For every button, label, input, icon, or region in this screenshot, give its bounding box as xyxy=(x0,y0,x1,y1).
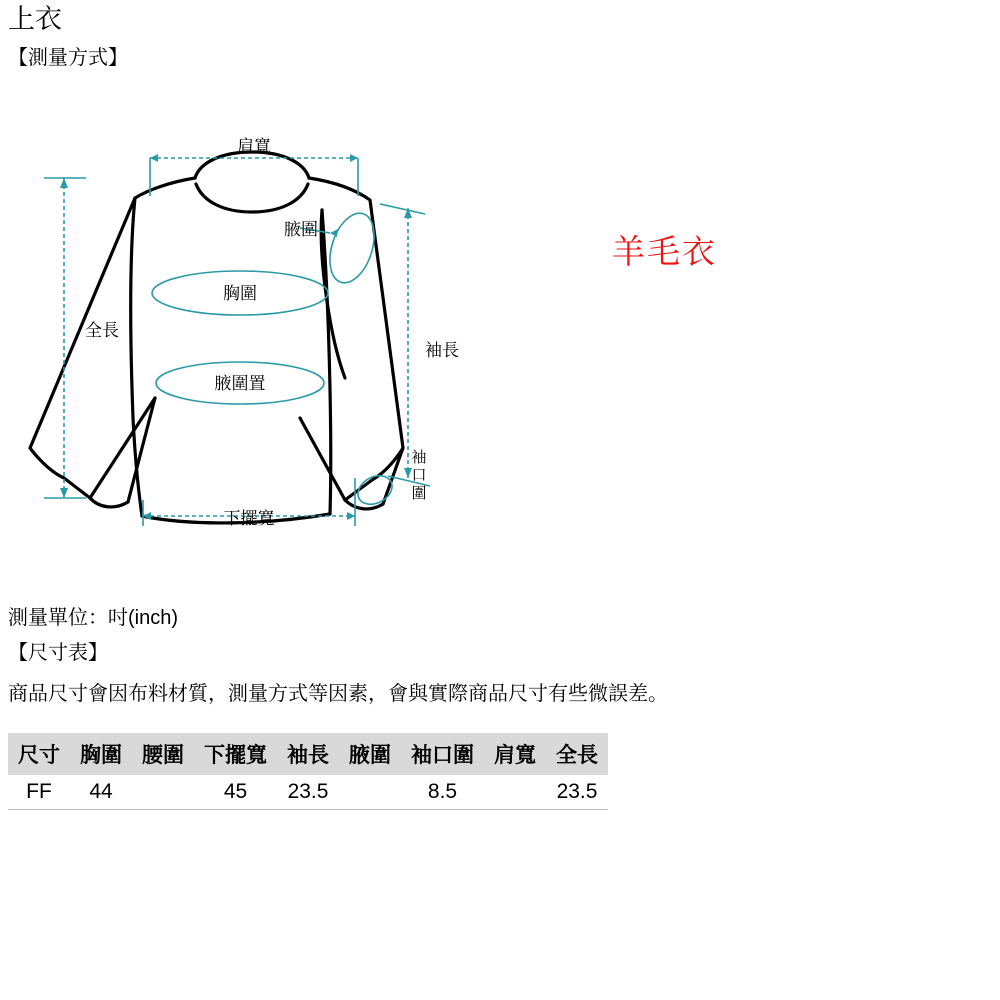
table-row xyxy=(8,775,608,810)
label-full-length: 全長 xyxy=(85,321,119,340)
cell-armhole xyxy=(339,775,401,810)
th-shoulder: 肩寬 xyxy=(484,733,546,775)
cell-cuff: 8.5 xyxy=(401,775,484,810)
th-bust: 胸圍 xyxy=(70,733,132,775)
cell-sleeve-length: 23.5 xyxy=(277,775,339,810)
garment-measurement-diagram xyxy=(0,118,560,548)
page-title: 上衣 xyxy=(8,4,62,34)
cell-hem: 45 xyxy=(194,775,277,810)
label-bust: 胸圍 xyxy=(223,284,257,303)
th-size: 尺寸 xyxy=(8,733,70,775)
label-waist: 腋圍置 xyxy=(214,374,266,393)
label-shoulder: 肩寬 xyxy=(237,137,271,156)
cell-shoulder xyxy=(484,775,546,810)
label-hem-width: 下擺寬 xyxy=(223,509,275,528)
cell-size: FF xyxy=(8,775,70,810)
label-sleeve-length: 袖長 xyxy=(425,341,459,360)
cell-full-length: 23.5 xyxy=(546,775,608,810)
th-hem: 下擺寬 xyxy=(194,733,277,775)
label-cuff-line1: 袖 xyxy=(411,449,427,466)
th-full-length: 全長 xyxy=(546,733,608,775)
brand-label: 羊毛衣 xyxy=(612,235,717,271)
label-cuff-line3: 圍 xyxy=(411,485,427,502)
measurement-method-heading: 【測量方式】 xyxy=(8,47,128,69)
label-armhole: 腋圍 xyxy=(284,220,318,239)
size-table xyxy=(8,733,608,810)
size-table-heading: 【尺寸表】 xyxy=(8,642,108,664)
th-sleeve-length: 袖長 xyxy=(277,733,339,775)
measurement-unit-text: 測量單位：吋(inch) xyxy=(8,607,179,629)
th-armhole: 腋圍 xyxy=(339,733,401,775)
size-note-text: 商品尺寸會因布料材質，測量方式等因素，會與實際商品尺寸有些微誤差。 xyxy=(8,683,668,705)
table-header-row xyxy=(8,733,608,775)
cell-waist xyxy=(132,775,194,810)
th-waist: 腰圍 xyxy=(132,733,194,775)
th-cuff: 袖口圍 xyxy=(401,733,484,775)
label-cuff-line2: 口 xyxy=(411,467,427,484)
cell-bust: 44 xyxy=(70,775,132,810)
